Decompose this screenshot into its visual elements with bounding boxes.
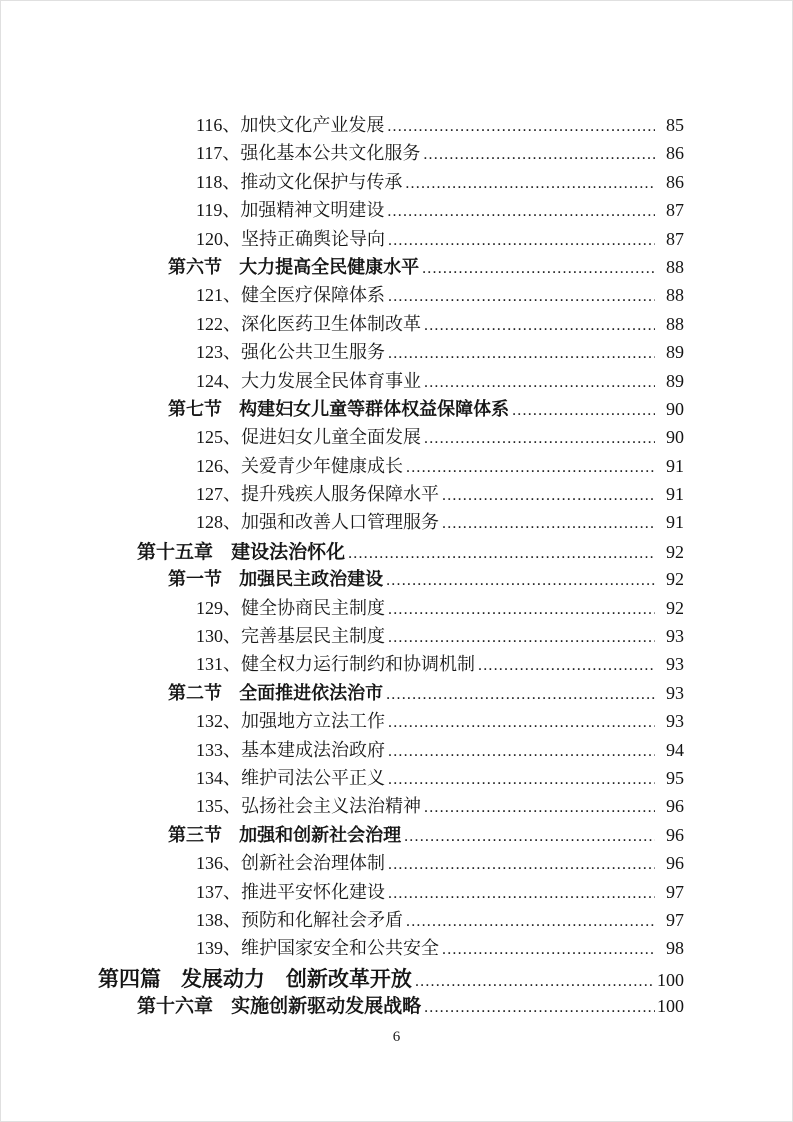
toc-entry-title: 建设法治怀化 [231,541,346,563]
toc-entry-label: 124、 [196,370,241,391]
toc-entry [98,650,684,678]
toc-entry-page: 89 [666,370,684,391]
toc-entry-title: 完善基层民主制度 [241,626,385,647]
dot-leader [388,229,655,250]
toc-entry-page: 93 [666,682,684,703]
toc-entry-title: 全面推进依法治市 [239,682,384,703]
dot-leader [423,143,655,164]
toc-entry [98,963,684,991]
toc-entry-page: 88 [666,313,684,334]
dot-leader [424,427,655,448]
toc-entry-page: 100 [657,996,684,1017]
toc-entry-label: 136、 [196,853,241,874]
toc-entry-label: 122、 [196,313,241,334]
toc-entry [98,395,684,423]
dot-leader [424,796,655,817]
toc-entry-title: 大力发展全民体育事业 [241,370,421,391]
toc-entry-title: 深化医药卫生体制改革 [241,313,421,334]
toc-entry-page: 97 [666,881,684,902]
toc-entry [98,736,684,764]
dot-leader [424,371,655,392]
toc-entry-title: 关爱青少年健康成长 [241,455,403,476]
dot-leader [388,626,655,647]
toc-entry-title: 发展动力 创新改革开放 [180,967,412,991]
dot-leader [405,172,655,193]
toc-entry [98,225,684,253]
toc-entry [98,537,684,565]
toc-entry [98,934,684,962]
toc-entry [98,367,684,395]
toc-entry-page: 93 [666,626,684,647]
toc-entry-page: 89 [666,342,684,363]
toc-entry-label: 139、 [196,938,241,959]
page-number: 6 [392,1029,401,1045]
dot-leader [406,910,655,931]
toc-entry [98,594,684,622]
toc-entry [98,991,684,1019]
toc-entry-title: 加快文化产业发展 [240,115,385,135]
toc-entry-label: 第三节 [168,824,222,845]
toc-entry [98,707,684,735]
toc-entry-page: 93 [666,654,684,675]
dot-leader [442,484,655,505]
toc-entry-title: 健全医疗保障体系 [241,285,385,306]
toc-entry-label: 第六节 [168,256,222,277]
dot-leader [442,512,655,533]
toc-entry-label: 129、 [196,597,241,618]
toc-entry [98,338,684,366]
toc-entry-title: 加强精神文明建设 [240,200,385,221]
toc-entry [98,508,684,536]
page-footer [1,1029,792,1046]
toc-entry-page: 96 [666,853,684,874]
toc-entry-page: 94 [666,739,684,760]
toc-entry-page: 86 [666,171,684,192]
dot-leader [512,399,655,420]
dot-leader [415,967,655,992]
toc-entry-page: 87 [666,228,684,249]
toc-entry [98,423,684,451]
toc-entry-page: 88 [666,285,684,306]
toc-entry-title: 基本建成法治政府 [241,739,385,760]
toc-entry-title: 推进平安怀化建设 [241,881,385,902]
toc-entry-label: 第二节 [168,682,222,703]
dot-leader [404,825,655,846]
dot-leader [388,853,655,874]
toc-entry-label: 118、 [196,171,241,192]
toc-list [98,111,684,1020]
toc-entry-title: 加强地方立法工作 [241,711,385,732]
dot-leader [478,654,655,675]
toc-entry [98,111,684,139]
toc-entry [98,281,684,309]
toc-entry-label: 第十五章 [137,541,214,563]
toc-entry-label: 127、 [196,484,241,505]
toc-entry-label: 120、 [196,228,241,249]
toc-entry-page: 98 [666,938,684,959]
toc-entry-page: 85 [666,115,684,135]
dot-leader [386,683,655,704]
toc-entry-page: 92 [666,569,684,590]
dot-leader [387,115,655,136]
dot-leader [388,342,655,363]
dot-leader [388,882,655,903]
dot-leader [442,938,655,959]
toc-entry [98,452,684,480]
toc-entry [98,139,684,167]
toc-entry [98,168,684,196]
dot-leader [406,456,655,477]
dot-leader [388,711,655,732]
toc-entry-page: 91 [666,484,684,505]
toc-entry [98,821,684,849]
toc-entry-title: 大力提高全民健康水平 [239,256,420,277]
toc-entry [98,679,684,707]
dot-leader [424,996,655,1018]
toc-entry-label: 第四篇 [98,967,161,991]
toc-entry-label: 137、 [196,881,241,902]
toc-entry-title: 创新社会治理体制 [241,853,385,874]
toc-entry [98,906,684,934]
toc-entry [98,565,684,593]
toc-entry-label: 119、 [196,200,241,221]
toc-entry-page: 97 [666,909,684,930]
toc-entry [98,792,684,820]
toc-entry-label: 121、 [196,285,241,306]
toc-entry-label: 125、 [196,427,241,448]
toc-entry-title: 维护国家安全和公共安全 [241,938,439,959]
dot-leader [387,200,655,221]
toc-entry-label: 133、 [196,739,241,760]
toc-entry-label: 131、 [196,654,241,675]
toc-entry-page: 92 [666,541,684,562]
toc-entry-page: 87 [666,200,684,221]
toc-entry-title: 加强和创新社会治理 [239,824,402,845]
toc-entry-title: 健全权力运行制约和协调机制 [241,654,475,675]
toc-entry [98,196,684,224]
toc-entry-page: 86 [666,143,684,164]
toc-entry-title: 坚持正确舆论导向 [241,228,385,249]
toc-entry-label: 第一节 [168,569,222,590]
toc-entry-label: 130、 [196,626,241,647]
toc-entry-title: 预防和化解社会矛盾 [241,909,403,930]
toc-entry-label: 117、 [196,143,241,164]
toc-entry [98,310,684,338]
toc-entry-label: 123、 [196,342,241,363]
toc-entry-page: 91 [666,455,684,476]
toc-entry-title: 推动文化保护与传承 [240,171,403,192]
toc-entry-title: 实施创新驱动发展战略 [231,996,422,1018]
toc-entry-label: 第十六章 [137,996,214,1018]
toc-entry-title: 维护司法公平正义 [241,767,385,788]
dot-leader [388,768,655,789]
toc-entry-title: 强化基本公共文化服务 [240,143,421,164]
dot-leader [348,542,655,564]
toc-entry-page: 90 [666,427,684,448]
toc-entry [98,480,684,508]
dot-leader [386,569,655,590]
toc-entry-page: 92 [666,597,684,618]
toc-entry-page: 96 [666,796,684,817]
toc-entry-page: 95 [666,767,684,788]
dot-leader [388,740,655,761]
toc-entry [98,878,684,906]
toc-entry-label: 126、 [196,455,241,476]
dot-leader [388,598,655,619]
toc-entry [98,764,684,792]
toc-entry-label: 128、 [196,512,241,533]
toc-entry-title: 提升残疾人服务保障水平 [241,484,439,505]
toc-entry-title: 健全协商民主制度 [241,597,385,618]
toc-entry-page: 96 [666,824,684,845]
toc-entry-label: 第七节 [168,398,222,419]
toc-entry-title: 促进妇女儿童全面发展 [241,427,421,448]
toc-entry [98,849,684,877]
toc-entry-label: 135、 [196,796,241,817]
toc-entry-page: 100 [657,969,684,990]
toc-entry-title: 强化公共卫生服务 [241,342,385,363]
toc-entry-label: 134、 [196,767,241,788]
toc-entry-page: 93 [666,711,684,732]
toc-entry-label: 116、 [196,115,241,135]
toc-entry [98,253,684,281]
dot-leader [422,257,655,278]
dot-leader [388,285,655,306]
toc-entry-label: 132、 [196,711,241,732]
toc-entry-page: 90 [666,398,684,419]
toc-entry-label: 138、 [196,909,241,930]
toc-entry-title: 加强民主政治建设 [239,569,384,590]
toc-entry-page: 91 [666,512,684,533]
toc-entry-title: 加强和改善人口管理服务 [241,512,439,533]
toc-entry-page: 88 [666,256,684,277]
dot-leader [424,314,655,335]
toc-entry-title: 弘扬社会主义法治精神 [241,796,421,817]
toc-entry [98,622,684,650]
toc-entry-title: 构建妇女儿童等群体权益保障体系 [239,398,510,419]
